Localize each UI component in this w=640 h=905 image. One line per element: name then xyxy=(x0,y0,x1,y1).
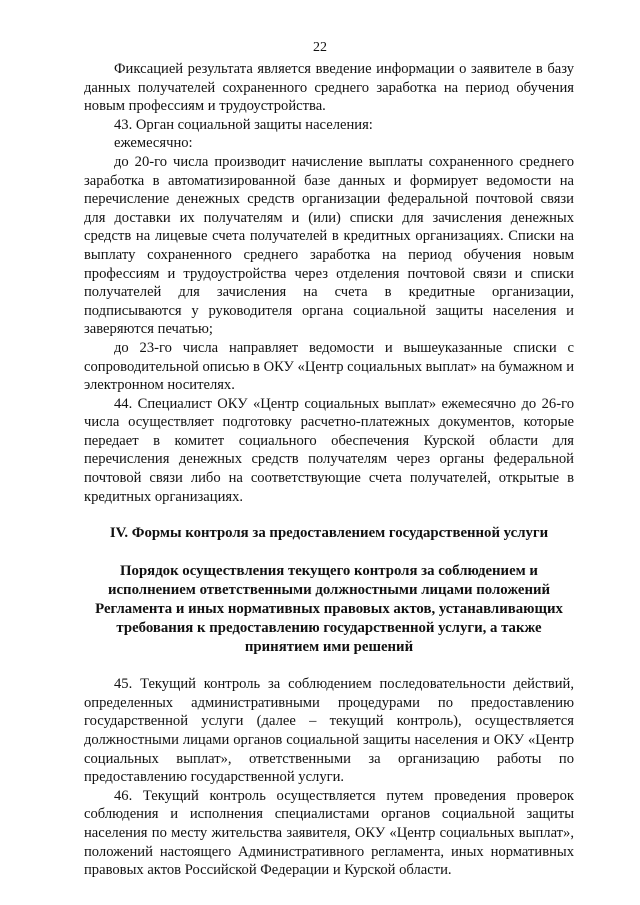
subsection-heading: Порядок осуществления текущего контроля за соблюдением и исполнением ответственными должностными лицами положений Регламента и иных нормативных правовых актов, устанавливающих требования к предоставлению государственной услуги, а также принятием ими решений xyxy=(95,563,563,656)
paragraph-monthly: ежемесячно: xyxy=(114,135,193,152)
document-body xyxy=(84,60,574,880)
paragraph-44: 44. Специалист ОКУ «Центр социальных выплат» ежемесячно до 26-го числа осуществляет подготовку расчетно-платежных документов, которые передает в комитет социального обеспечения Курской области для перечисления денежных средств получателям через органы федеральной почтовой связи либо на соответствующие счета получателей, открытые в кредитных организациях. xyxy=(84,395,574,505)
paragraph-45: 45. Текущий контроль за соблюдением последовательности действий, определенных административными процедурами по предоставлению государственной услуги (далее – текущий контроль), осуществляется должностными лицами органов социальной защиты населения и ОКУ «Центр социальных выплат», ответственными за организацию работы по предоставлению государственной услуги. xyxy=(84,676,574,786)
page-number: 22 xyxy=(313,40,327,55)
paragraph-until-23rd: до 23-го числа направляет ведомости и вышеуказанные списки с сопроводительной описью в ОКУ «Центр социальных выплат» на бумажном и электронном носителях. xyxy=(84,339,575,394)
paragraph-43-intro: 43. Орган социальной защиты населения: xyxy=(114,116,373,133)
paragraph-46: 46. Текущий контроль осуществляется путем проведения проверок соблюдения и исполнения специалистами органов социальной защиты населения по месту жительства заявителя, ОКУ «Центр социальных выплат», положений настоящего Административного регламента, иных нормативных правовых актов Российской Федерации и Курской области. xyxy=(84,787,574,879)
paragraph-until-20th: до 20-го числа производит начисление выплаты сохраненного среднего заработка в автоматизированной базе данных и формирует ведомости на перечисление денежных средств организации федеральной почтовой связи для доставки их получателям и (или) списки для зачисления денежных средств на лицевые счета получателей в кредитных организациях. Списки на выплату сохраненного среднего заработка на период обучения новым профессиям и трудоустройства через отделения почтовой связи и списки получателей для зачисления на счета в кредитные организации, подписываются у руководителя органа социальной защиты населения и заверяются печатью; xyxy=(84,153,574,338)
paragraph-result-fixation: Фиксацией результата является введение информации о заявителе в базу данных получателей сохраненного среднего заработка на период обучения новым профессиям и трудоустройства. xyxy=(84,61,574,115)
section-heading: IV. Формы контроля за предоставлением государственной услуги xyxy=(109,525,549,542)
